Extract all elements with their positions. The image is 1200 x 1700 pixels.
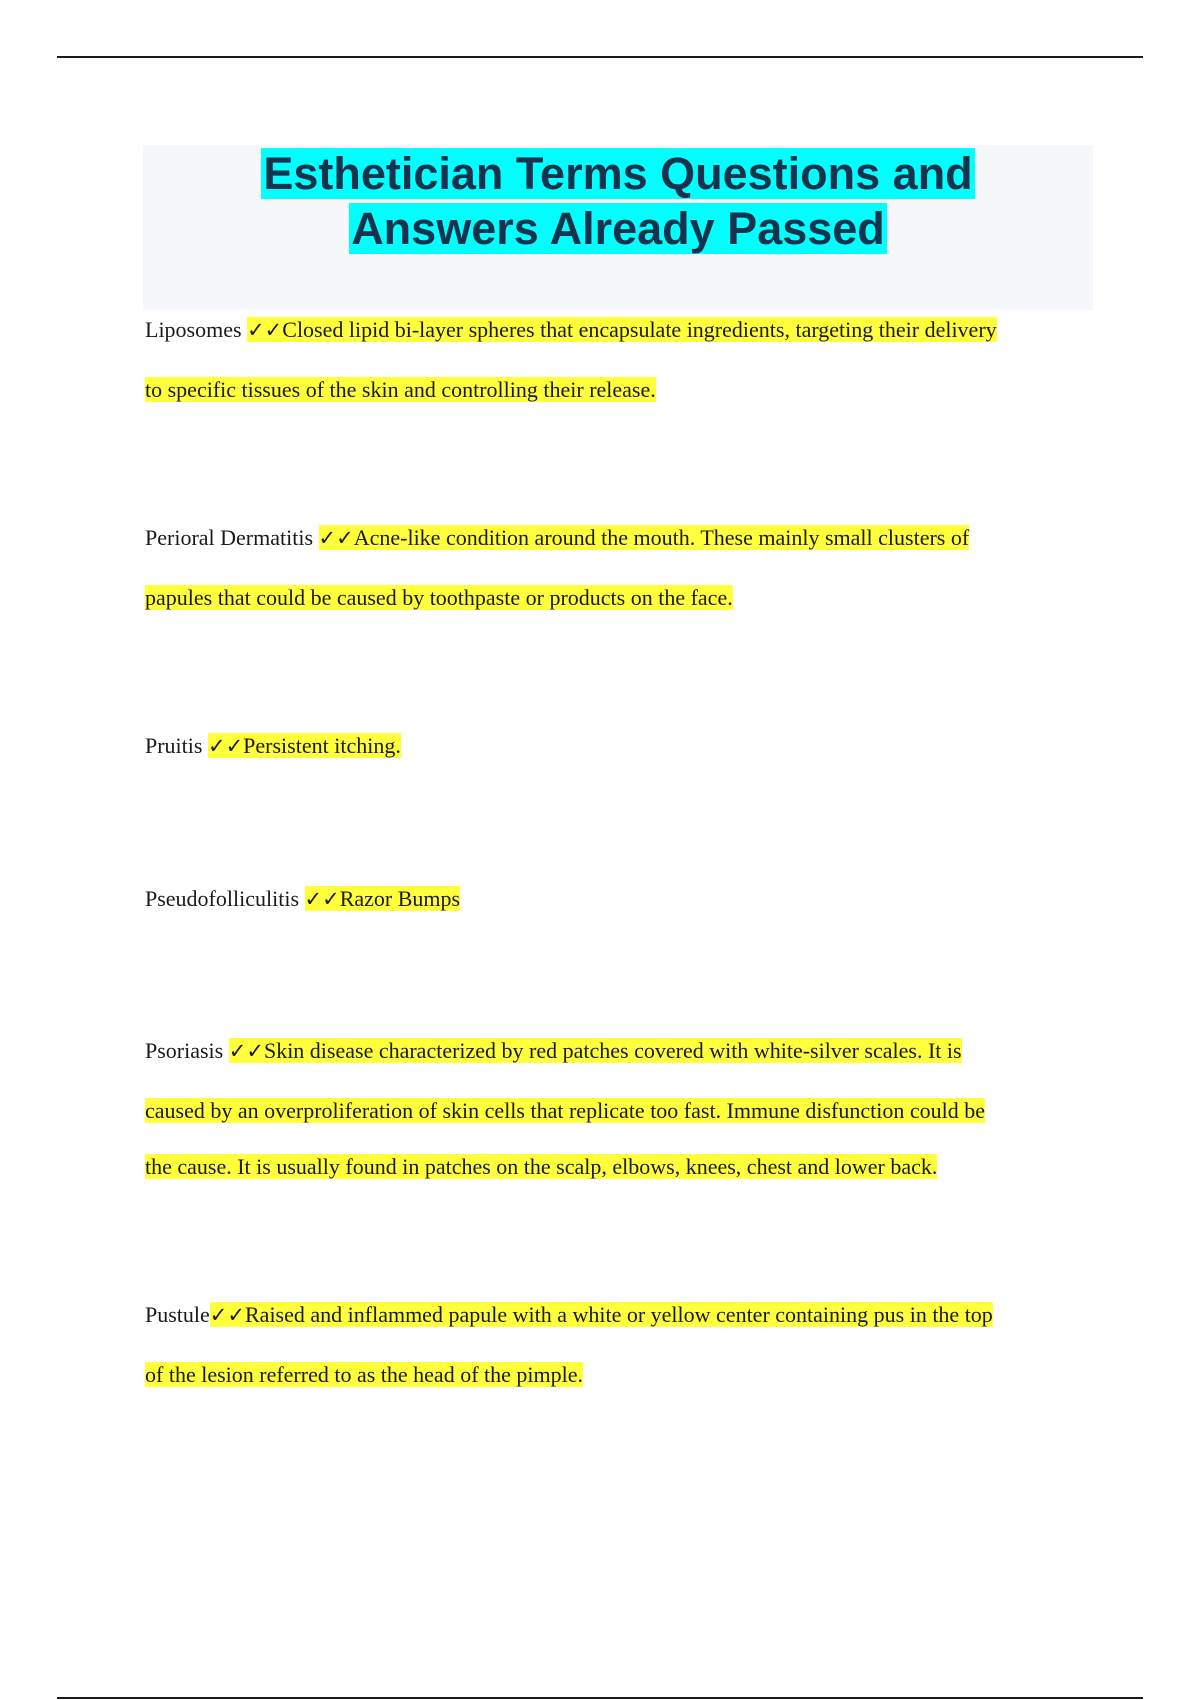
term: Liposomes [145, 317, 242, 342]
title-line-2: Answers Already Passed [351, 203, 885, 254]
entry-liposomes-line-2 [145, 375, 656, 405]
entry-pruitis-line-1 [145, 731, 401, 761]
definition-line: Raised and inflammed papule with a white or yellow center containing pus in the top [245, 1302, 993, 1327]
entry-psoriasis-line-2 [145, 1096, 985, 1126]
definition-line: Razor Bumps [339, 886, 461, 911]
definition-line: Closed lipid bi-layer spheres that encapsulate ingredients, targeting their delivery [282, 317, 997, 342]
document-title [143, 146, 1093, 256]
entry-liposomes-line-1 [145, 315, 997, 345]
check-mark-icon: ✓✓ [247, 318, 283, 342]
check-mark-icon: ✓✓ [209, 1303, 245, 1327]
definition-line: Acne-like condition around the mouth. These mainly small clusters of [353, 525, 970, 550]
entry-perioral-dermatitis-line-1 [145, 523, 969, 553]
term: Psoriasis [145, 1038, 224, 1063]
bottom-rule [57, 1697, 1143, 1699]
entry-psoriasis-line-1 [145, 1036, 962, 1066]
check-mark-icon: ✓✓ [318, 526, 354, 550]
entry-pustule-line-1 [145, 1300, 993, 1330]
definition-line: of the lesion referred to as the head of the pimple. [145, 1362, 584, 1387]
definition-line: Skin disease characterized by red patches covered with white-silver scales. It is [263, 1038, 962, 1063]
definition-line: the cause. It is usually found in patches on the scalp, elbows, knees, chest and lower back. [145, 1154, 938, 1179]
check-mark-icon: ✓✓ [304, 887, 340, 911]
definition-line: caused by an overproliferation of skin cells that replicate too fast. Immune disfunction could be [145, 1098, 986, 1123]
definition-line: to specific tissues of the skin and controlling their release. [145, 377, 656, 402]
definition-line: Persistent itching. [243, 733, 401, 758]
entry-pseudofolliculitis-line-1 [145, 884, 460, 914]
entry-pustule-line-2 [145, 1360, 583, 1390]
entry-perioral-dermatitis-line-2 [145, 583, 733, 613]
term: Pruitis [145, 733, 203, 758]
top-rule [57, 56, 1143, 58]
term: Perioral Dermatitis [145, 525, 314, 550]
term: Pustule [145, 1302, 210, 1327]
check-mark-icon: ✓✓ [228, 1039, 264, 1063]
title-line-1: Esthetician Terms Questions and [263, 148, 973, 199]
term: Pseudofolliculitis [145, 886, 299, 911]
check-mark-icon: ✓✓ [207, 734, 244, 758]
entry-psoriasis-line-3 [145, 1152, 937, 1182]
definition-line: papules that could be caused by toothpaste or products on the face. [145, 585, 733, 610]
